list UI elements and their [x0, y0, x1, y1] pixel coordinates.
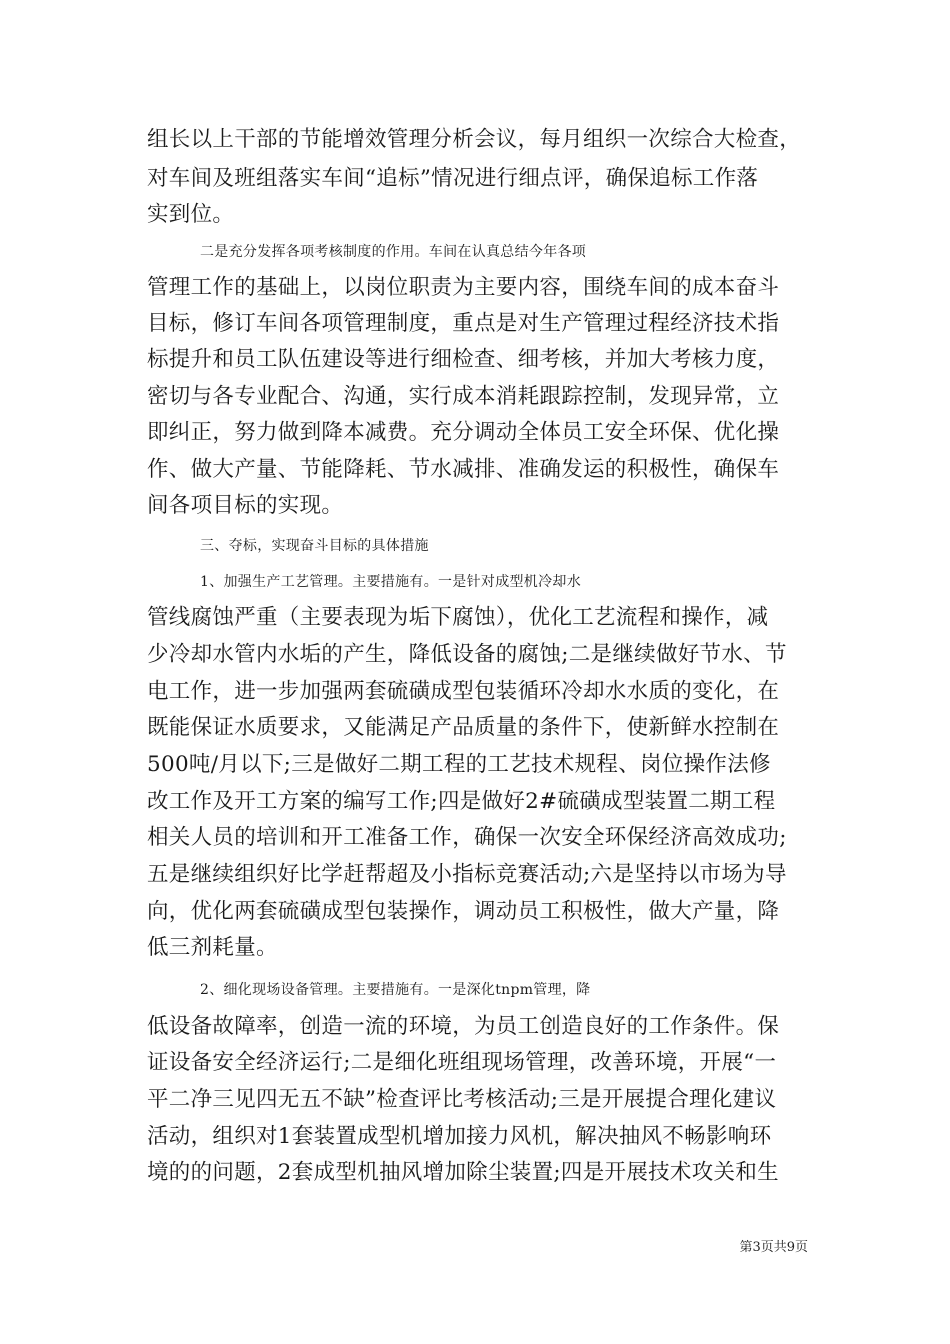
text-line: 密切与各专业配合、沟通，实行成本消耗跟踪控制，发现异常，立: [147, 384, 780, 409]
text-line: 平二净三见四无五不缺”检查评比考核活动;三是开展提合理化建议: [147, 1087, 777, 1112]
text-line: 低三剂耗量。: [147, 935, 278, 960]
text-line: 作、做大产量、节能降耗、节水减排、准确发运的积极性，确保车: [147, 457, 780, 482]
text-line: 向，优化两套硫磺成型包装操作，调动员工积极性，做大产量，降: [147, 899, 780, 924]
text-line: 500吨/月以下;三是做好二期工程的工艺技术规程、岗位操作法修: [147, 752, 771, 777]
text-line: 间各项目标的实现。: [147, 493, 344, 518]
text-line: 电工作，进一步加强两套硫磺成型包装循环冷却水水质的变化，在: [147, 679, 780, 704]
text-line: 对车间及班组落实车间“追标”情况进行细点评，确保追标工作落: [147, 166, 759, 191]
page-number: 第3页共9页: [739, 1240, 808, 1255]
text-line: 组长以上干部的节能增效管理分析会议，每月组织一次综合大检查，: [147, 127, 802, 152]
text-line: 改工作及开工方案的编写工作;四是做好2#硫磺成型装置二期工程: [147, 789, 776, 814]
text-line: 五是继续组织好比学赶帮超及小指标竞赛活动;六是坚持以市场为导: [147, 862, 787, 887]
section-heading: 三、夺标，实现奋斗目标的具体措施: [200, 538, 429, 554]
text-line: 低设备故障率，创造一流的环境，为员工创造良好的工作条件。保: [147, 1014, 780, 1039]
text-line: 2、细化现场设备管理。主要措施有。一是深化tnpm管理，降: [200, 982, 591, 998]
text-line: 管理工作的基础上，以岗位职责为主要内容，围绕车间的成本奋斗: [147, 275, 780, 300]
text-line: 即纠正，努力做到降本减费。充分调动全体员工安全环保、优化操: [147, 420, 780, 445]
text-line: 标提升和员工队伍建设等进行细检查、细考核，并加大考核力度，: [147, 347, 780, 372]
text-line: 境的的问题，2套成型机抽风增加除尘装置;四是开展技术攻关和生: [147, 1160, 779, 1185]
text-line: 实到位。: [147, 202, 235, 227]
text-line: 管线腐蚀严重（主要表现为垢下腐蚀），优化工艺流程和操作，减: [147, 605, 769, 630]
text-line: 证设备安全经济运行;二是细化班组现场管理，改善环境，开展“一: [147, 1050, 777, 1075]
text-line: 相关人员的培训和开工准备工作，确保一次安全环保经济高效成功;: [147, 825, 787, 850]
text-line: 二是充分发挥各项考核制度的作用。车间在认真总结今年各项: [200, 244, 587, 260]
text-line: 目标，修订车间各项管理制度，重点是对生产管理过程经济技术指: [147, 311, 780, 336]
text-line: 1、加强生产工艺管理。主要措施有。一是针对成型机冷却水: [200, 574, 582, 590]
text-line: 少冷却水管内水垢的产生，降低设备的腐蚀;二是继续做好节水、节: [147, 642, 787, 667]
text-line: 活动，组织对1套装置成型机增加接力风机，解决抽风不畅影响环: [147, 1124, 772, 1149]
text-line: 既能保证水质要求，又能满足产品质量的条件下，使新鲜水控制在: [147, 715, 780, 740]
